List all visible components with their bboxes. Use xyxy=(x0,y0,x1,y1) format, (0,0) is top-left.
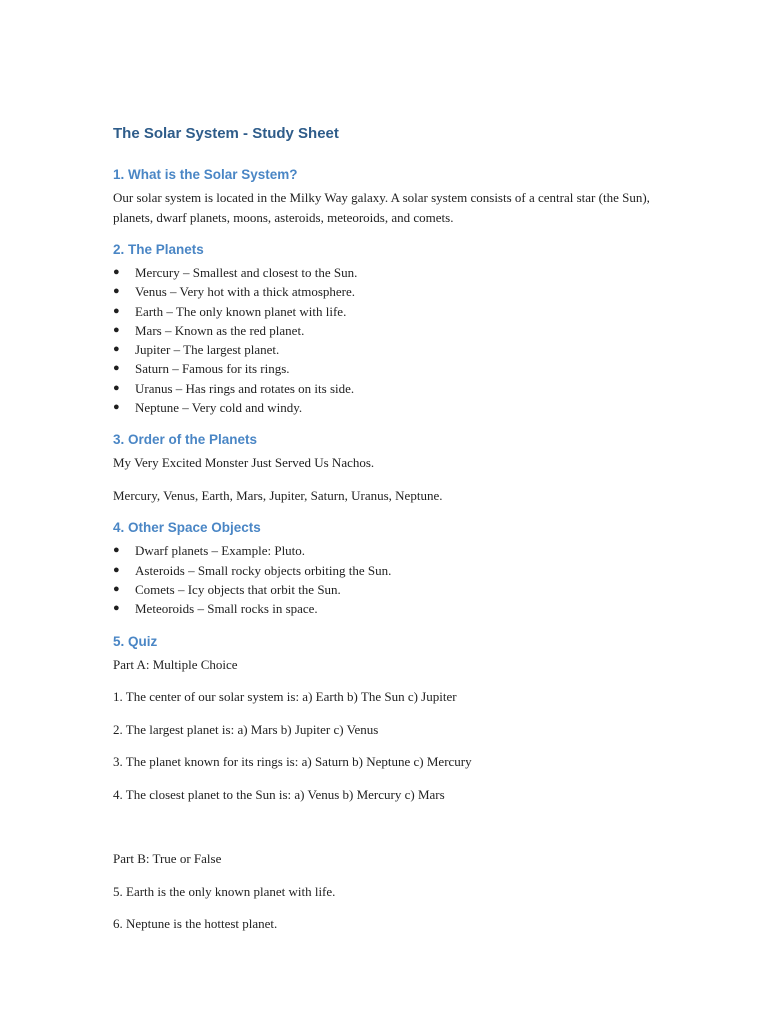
bullet-icon: ● xyxy=(113,544,120,557)
section-the-planets xyxy=(113,241,658,417)
list-item-text: Jupiter – The largest planet. xyxy=(135,342,280,358)
list-item xyxy=(113,599,658,618)
planet-list xyxy=(113,263,658,417)
list-item-text: Comets – Icy objects that orbit the Sun. xyxy=(135,581,341,597)
study-sheet xyxy=(113,124,658,948)
list-item xyxy=(113,580,658,599)
quiz-question: 4. The closest planet to the Sun is: a) Venus b) Mercury c) Mars xyxy=(113,786,445,802)
list-item xyxy=(113,321,658,340)
list-item-text: Earth – The only known planet with life. xyxy=(135,303,347,319)
quiz-question: 2. The largest planet is: a) Mars b) Jupiter c) Venus xyxy=(113,721,379,737)
list-item-text: Uranus – Has rings and rotates on its side. xyxy=(135,380,355,396)
section-other-space-objects xyxy=(113,519,658,618)
mnemonic-text: My Very Excited Monster Just Served Us Nachos. xyxy=(113,455,375,471)
section-heading: 3. Order of the Planets xyxy=(113,432,258,448)
list-item xyxy=(113,302,658,321)
list-item-text: Saturn – Famous for its rings. xyxy=(135,361,290,377)
quiz-question: 6. Neptune is the hottest planet. xyxy=(113,916,278,932)
list-item xyxy=(113,359,658,378)
section-order-of-planets xyxy=(113,431,658,505)
list-item-text: Neptune – Very cold and windy. xyxy=(135,400,303,416)
quiz-question: 3. The planet known for its rings is: a) Saturn b) Neptune c) Mercury xyxy=(113,754,472,770)
list-item-text: Venus – Very hot with a thick atmosphere. xyxy=(135,284,355,300)
list-item-text: Meteoroids – Small rocks in space. xyxy=(135,601,318,617)
section-heading: 1. What is the Solar System? xyxy=(113,167,298,182)
bullet-icon: ● xyxy=(113,563,120,576)
bullet-icon: ● xyxy=(113,323,120,336)
list-item xyxy=(113,398,658,417)
space-objects-list xyxy=(113,541,658,618)
bullet-icon: ● xyxy=(113,285,120,298)
section-heading: 4. Other Space Objects xyxy=(113,520,261,536)
bullet-icon: ● xyxy=(113,582,120,595)
section-quiz xyxy=(113,633,658,934)
section-heading: 5. Quiz xyxy=(113,633,158,649)
list-item xyxy=(113,541,658,560)
bullet-icon: ● xyxy=(113,362,120,375)
list-item-text: Mars – Known as the red planet. xyxy=(135,322,305,338)
list-item-text: Asteroids – Small rocky objects orbiting the Sun. xyxy=(135,562,392,578)
bullet-icon: ● xyxy=(113,401,120,414)
quiz-question: 5. Earth is the only known planet with life. xyxy=(113,883,336,899)
list-item-text: Dwarf planets – Example: Pluto. xyxy=(135,543,306,559)
list-item xyxy=(113,379,658,398)
quiz-question: 1. The center of our solar system is: a) Earth b) The Sun c) Jupiter xyxy=(113,689,457,705)
section-what-is-solar-system xyxy=(113,166,658,227)
list-item xyxy=(113,263,658,282)
bullet-icon: ● xyxy=(113,304,120,317)
quiz-part-a-label: Part A: Multiple Choice xyxy=(113,656,238,672)
paragraph: Our solar system is located in the Milky Way galaxy. A solar system consists of a central star (the Sun), planets, dwarf planets, moons, asteroids, meteoroids, and comets. xyxy=(113,190,650,225)
list-item xyxy=(113,282,658,301)
page-title: The Solar System - Study Sheet xyxy=(113,125,339,142)
list-item-text: Mercury – Smallest and closest to the Sun. xyxy=(135,265,358,280)
planet-order-text: Mercury, Venus, Earth, Mars, Jupiter, Saturn, Uranus, Neptune. xyxy=(113,487,443,503)
bullet-icon: ● xyxy=(113,602,120,615)
section-heading: 2. The Planets xyxy=(113,242,204,257)
bullet-icon: ● xyxy=(113,266,120,278)
list-item xyxy=(113,561,658,580)
list-item xyxy=(113,340,658,359)
bullet-icon: ● xyxy=(113,381,120,394)
bullet-icon: ● xyxy=(113,343,120,356)
quiz-part-b-label: Part B: True or False xyxy=(113,851,222,867)
